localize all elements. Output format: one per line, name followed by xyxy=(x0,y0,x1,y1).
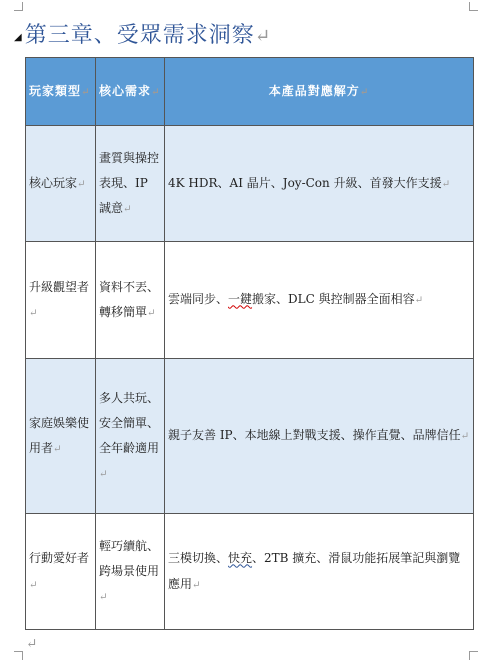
header-cell-need[interactable]: 核心需求↵ xyxy=(96,58,165,126)
cell-type[interactable]: 核心玩家↵ xyxy=(26,126,96,242)
crop-mark-bottom-right xyxy=(469,651,478,660)
grammar-flag[interactable]: 快充 xyxy=(228,551,253,566)
cell-need[interactable]: 輕巧續航、跨場景使用↵ xyxy=(96,514,165,630)
cell-solution[interactable]: 4K HDR、AI 晶片、Joy-Con 升級、首發大作支援↵ xyxy=(165,126,474,242)
paragraph-mark-icon: ↵ xyxy=(254,26,272,47)
cell-solution[interactable]: 三模切換、快充、2TB 擴充、滑鼠功能拓展筆記與瀏覽應用↵ xyxy=(165,514,474,630)
cell-type[interactable]: 升級觀望者↵ xyxy=(26,242,96,359)
header-cell-solution[interactable]: 本產品對應解方↵ xyxy=(165,58,474,126)
chapter-heading[interactable] xyxy=(14,18,271,49)
header-cell-type[interactable]: 玩家類型↵ xyxy=(26,58,96,126)
cell-need[interactable]: 資料不丟、轉移簡單↵ xyxy=(96,242,165,359)
cell-need[interactable]: 多人共玩、安全簡單、全年齡適用↵ xyxy=(96,359,165,514)
heading-bullet-icon: ◢ xyxy=(14,32,23,43)
table-row xyxy=(26,514,474,630)
crop-mark-top-right xyxy=(469,2,478,11)
cell-need[interactable]: 畫質與操控表現、IP 誠意↵ xyxy=(96,126,165,242)
table-row xyxy=(26,242,474,359)
cell-type[interactable]: 家庭娛樂使用者↵ xyxy=(26,359,96,514)
table-header-row xyxy=(26,58,474,126)
table-row xyxy=(26,359,474,514)
cell-type[interactable]: 行動愛好者↵ xyxy=(26,514,96,630)
trailing-paragraph-mark[interactable]: ↵ xyxy=(26,636,38,652)
crop-mark-top-left xyxy=(14,2,23,11)
chapter-heading-text: 第三章、受眾需求洞察 xyxy=(24,23,255,48)
spellcheck-flag[interactable]: 一鍵 xyxy=(228,292,253,307)
table-row xyxy=(26,126,474,242)
audience-table xyxy=(25,57,474,630)
crop-mark-bottom-left xyxy=(14,651,23,660)
cell-solution[interactable]: 親子友善 IP、本地線上對戰支援、操作直覺、品牌信任↵ xyxy=(165,359,474,514)
cell-solution[interactable]: 雲端同步、一鍵搬家、DLC 與控制器全面相容↵ xyxy=(165,242,474,359)
